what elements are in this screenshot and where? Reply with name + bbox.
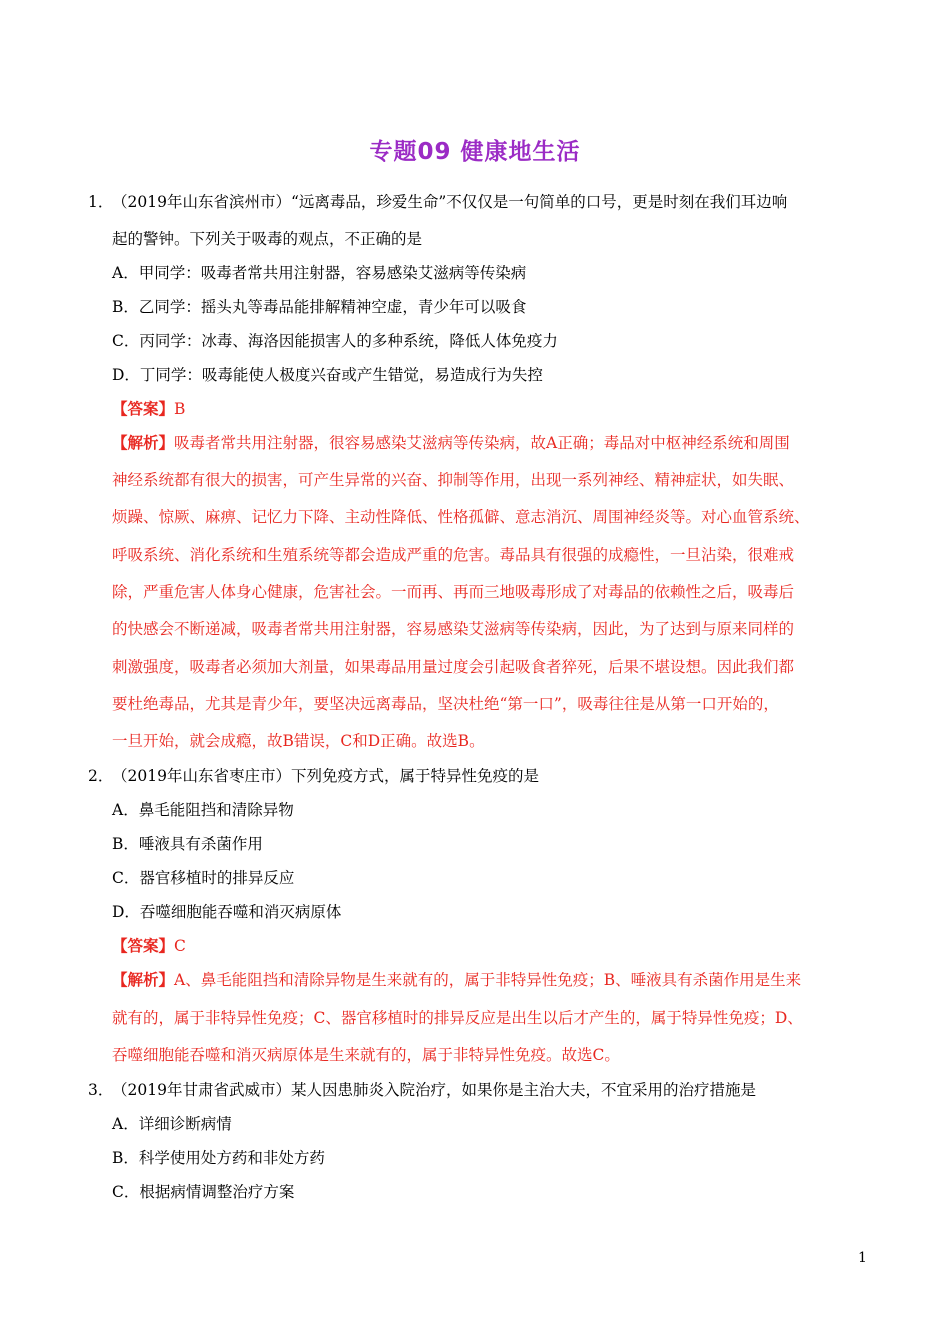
question-2-analysis-line-2: 就有的，属于非特异性免疫；C、器官移植时的排异反应是出生以后才产生的，属于特异性免疫；D、 bbox=[112, 1009, 803, 1027]
question-1-analysis-line-9: 一旦开始，就会成瘾，故B错误，C和D正确。故选B。 bbox=[112, 732, 485, 750]
question-2-option-d: D．吞噬细胞能吞噬和消灭病原体 bbox=[112, 903, 342, 921]
answer-label: 【答案】 bbox=[112, 936, 175, 955]
question-1-number: 1． bbox=[88, 193, 114, 211]
question-2-option-b: B．唾液具有杀菌作用 bbox=[112, 835, 263, 853]
question-1-option-c: C．丙同学：冰毒、海洛因能损害人的多种系统，降低人体免疫力 bbox=[112, 332, 558, 350]
question-2-stem: （2019年山东省枣庄市）下列免疫方式，属于特异性免疫的是 bbox=[112, 767, 539, 785]
question-1-option-d: D．丁同学：吸毒能使人极度兴奋或产生错觉，易造成行为失控 bbox=[112, 366, 543, 384]
question-1-analysis-line-7: 刺激强度，吸毒者必须加大剂量，如果毒品用量过度会引起吸食者猝死，后果不堪设想。因此我们都 bbox=[112, 658, 795, 676]
page-title: 专题09 健康地生活 bbox=[369, 139, 581, 165]
question-1-analysis-line-5: 除，严重危害人体身心健康，危害社会。一而再、再而三地吸毒形成了对毒品的依赖性之后，吸毒后 bbox=[112, 583, 795, 601]
question-1-answer bbox=[112, 399, 185, 419]
question-1-analysis-line-1 bbox=[112, 433, 790, 453]
question-1-analysis-line-4: 呼吸系统、消化系统和生殖系统等都会造成严重的危害。毒品具有很强的成瘾性，一旦沾染，很难戒 bbox=[112, 546, 795, 564]
question-1-stem-line-1: （2019年山东省滨州市）“远离毒品，珍爱生命”不仅仅是一句简单的口号，更是时刻在我们耳边响 bbox=[112, 193, 788, 211]
question-2-analysis-line-1 bbox=[112, 970, 801, 990]
question-2-number: 2． bbox=[88, 767, 114, 785]
question-1-analysis-line-2: 神经系统都有很大的损害，可产生异常的兴奋、抑制等作用，出现一系列神经、精神症状，如失眠、 bbox=[112, 471, 795, 489]
question-1-option-a: A．甲同学：吸毒者常共用注射器，容易感染艾滋病等传染病 bbox=[112, 264, 527, 282]
question-3-option-c: C．根据病情调整治疗方案 bbox=[112, 1183, 295, 1201]
answer-value: C bbox=[174, 937, 186, 955]
question-1-stem-line-2: 起的警钟。下列关于吸毒的观点，不正确的是 bbox=[112, 230, 423, 248]
question-1-option-b: B．乙同学：摇头丸等毒品能排解精神空虚，青少年可以吸食 bbox=[112, 298, 527, 316]
question-2-answer bbox=[112, 936, 186, 956]
analysis-label: 【解析】 bbox=[112, 433, 175, 452]
page-number: 1 bbox=[858, 1250, 867, 1266]
answer-value: B bbox=[174, 400, 186, 418]
question-2-option-a: A．鼻毛能阻挡和清除异物 bbox=[112, 801, 294, 819]
question-1-analysis-line-3: 烦躁、惊厥、麻痹、记忆力下降、主动性降低、性格孤僻、意志消沉、周围神经炎等。对心血管系统、 bbox=[112, 508, 810, 526]
question-3-number: 3． bbox=[88, 1081, 114, 1099]
question-2-option-c: C．器官移植时的排异反应 bbox=[112, 869, 295, 887]
question-2-analysis-line-3: 吞噬细胞能吞噬和消灭病原体是生来就有的，属于非特异性免疫。故选C。 bbox=[112, 1046, 620, 1064]
question-3-stem: （2019年甘肃省武威市）某人因患肺炎入院治疗，如果你是主治大夫，不宜采用的治疗措施是 bbox=[112, 1081, 756, 1099]
question-1-analysis-line-8: 要杜绝毒品，尤其是青少年，要坚决远离毒品，坚决杜绝“第一口”，吸毒往往是从第一口开始的， bbox=[112, 695, 779, 713]
question-1-analysis-line-6: 的快感会不断递减，吸毒者常共用注射器，容易感染艾滋病等传染病，因此，为了达到与原来同样的 bbox=[112, 620, 795, 638]
question-3-option-a: A．详细诊断病情 bbox=[112, 1115, 232, 1133]
question-3-option-b: B．科学使用处方药和非处方药 bbox=[112, 1149, 325, 1167]
analysis-text: A、鼻毛能阻挡和清除异物是生来就有的，属于非特异性免疫；B、唾液具有杀菌作用是生来 bbox=[174, 971, 802, 989]
answer-label: 【答案】 bbox=[112, 399, 175, 418]
analysis-text: 吸毒者常共用注射器，很容易感染艾滋病等传染病，故A正确；毒品对中枢神经系统和周围 bbox=[174, 434, 790, 452]
analysis-label: 【解析】 bbox=[112, 970, 175, 989]
